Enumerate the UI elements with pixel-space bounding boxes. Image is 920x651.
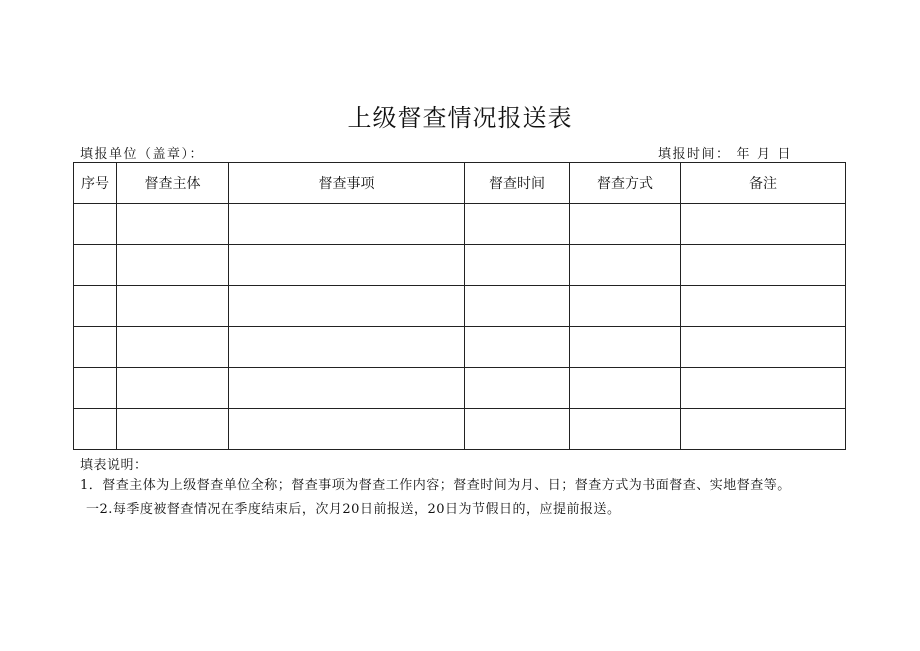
table-row	[74, 286, 846, 327]
table-row	[74, 368, 846, 409]
notes-title: 填表说明：	[80, 458, 148, 473]
table-cell[interactable]	[229, 245, 465, 286]
table-cell[interactable]	[465, 327, 570, 368]
header-remark: 备注	[681, 163, 846, 204]
table-cell[interactable]	[74, 327, 117, 368]
fill-time-day: 日	[777, 147, 793, 162]
table-cell[interactable]	[117, 245, 229, 286]
header-subject: 督查主体	[117, 163, 229, 204]
header-index: 序号	[74, 163, 117, 204]
table-cell[interactable]	[229, 409, 465, 450]
table-cell[interactable]	[570, 368, 681, 409]
table-cell[interactable]	[681, 327, 846, 368]
table-cell[interactable]	[681, 286, 846, 327]
table-row	[74, 245, 846, 286]
table-cell[interactable]	[117, 409, 229, 450]
table-cell[interactable]	[570, 286, 681, 327]
table-header-row	[74, 163, 846, 204]
table-cell[interactable]	[681, 204, 846, 245]
table-cell[interactable]	[74, 245, 117, 286]
table-cell[interactable]	[465, 204, 570, 245]
table-row	[74, 327, 846, 368]
table-cell[interactable]	[570, 245, 681, 286]
table-cell[interactable]	[229, 368, 465, 409]
table-body	[74, 204, 846, 450]
table-cell[interactable]	[570, 327, 681, 368]
table-cell[interactable]	[465, 245, 570, 286]
table-cell[interactable]	[117, 368, 229, 409]
fill-time-label: 填报时间：	[658, 147, 731, 162]
table-cell[interactable]	[117, 286, 229, 327]
note-item-2: 一2.每季度被督查情况在季度结束后，次月20日前报送，20日为节假日的，应提前报送。	[86, 502, 621, 517]
table-cell[interactable]	[229, 327, 465, 368]
table-cell[interactable]	[681, 409, 846, 450]
page-title: 上级督查情况报送表	[347, 104, 573, 132]
fill-time-month: 月	[757, 147, 772, 162]
table-row	[74, 204, 846, 245]
table-cell[interactable]	[74, 368, 117, 409]
table-cell[interactable]	[465, 409, 570, 450]
table-cell[interactable]	[74, 409, 117, 450]
table-cell[interactable]	[229, 286, 465, 327]
table-cell[interactable]	[681, 368, 846, 409]
table-cell[interactable]	[465, 368, 570, 409]
table-cell[interactable]	[570, 204, 681, 245]
table-cell[interactable]	[117, 327, 229, 368]
report-table	[73, 162, 846, 450]
notes-section	[80, 456, 840, 520]
table-cell[interactable]	[229, 204, 465, 245]
table-cell[interactable]	[74, 204, 117, 245]
note-item-1: 1．督查主体为上级督查单位全称；督查事项为督查工作内容；督查时间为月、日；督查方式为书面督查、实地督查等。	[80, 478, 791, 493]
fill-time-year: 年	[736, 147, 752, 162]
header-method: 督查方式	[570, 163, 681, 204]
table-cell[interactable]	[570, 409, 681, 450]
table-cell[interactable]	[681, 245, 846, 286]
table-cell[interactable]	[465, 286, 570, 327]
fill-time	[658, 143, 798, 162]
table-row	[74, 409, 846, 450]
header-matter: 督查事项	[229, 163, 465, 204]
table-cell[interactable]	[74, 286, 117, 327]
header-time: 督查时间	[465, 163, 570, 204]
fill-unit-label: 填报单位（盖章）：	[80, 147, 205, 162]
table-cell[interactable]	[117, 204, 229, 245]
